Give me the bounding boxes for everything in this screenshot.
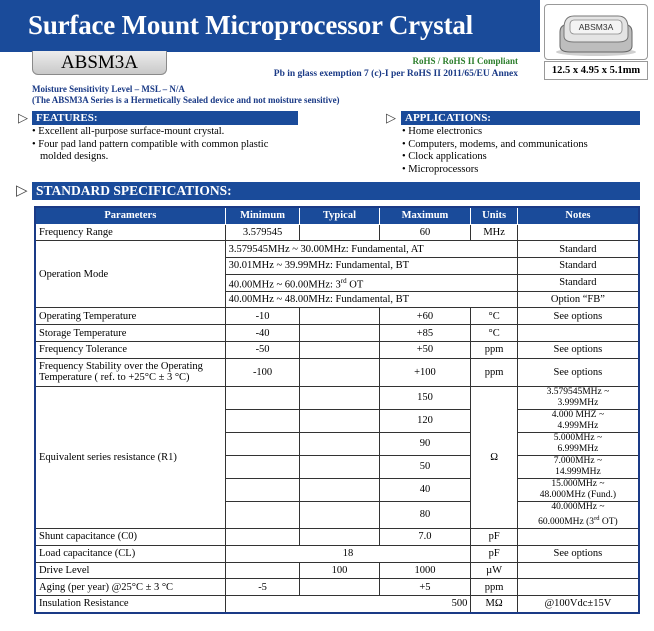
mode-cell: 3.579545MHz ~ 30.00MHz: Fundamental, AT [225,241,517,258]
mode-cell: 30.01MHz ~ 39.99MHz: Fundamental, BT [225,258,517,275]
min-cell [225,432,300,455]
superscript: rd [340,276,347,285]
notes-cell [517,432,639,455]
list-item: • Four pad land pattern compatible with common plastic molded designs. [32,138,269,162]
typ-cell: 100 [300,562,379,579]
min-cell: -10 [225,308,300,325]
units-cell: °C [471,325,517,342]
units-cell: Ω [471,386,517,528]
units-cell: °C [471,308,517,325]
max-cell: 80 [379,501,471,528]
mode-cell: 40.00MHz ~ 48.00MHz: Fundamental, BT [225,291,517,308]
notes-cell: Standard [517,258,639,275]
typ-cell [300,358,379,386]
max-cell: 1000 [379,562,471,579]
param-cell: Insulation Resistance [35,596,225,613]
note-text: OT) [599,517,618,528]
column-header: Parameters [35,207,225,224]
typ-cell [300,325,379,342]
applications-list [402,126,640,176]
column-header: Units [471,207,517,224]
typ-cell [300,409,379,432]
max-cell: 120 [379,409,471,432]
min-cell [225,455,300,478]
note-text: 60.000MHz (3 [538,517,595,528]
rohs-exemption: Pb in glass exemption 7 (c)-I per RoHS II 2011/65/EU Annex [273,69,518,79]
table-row [35,596,639,613]
dimensions-label: 12.5 x 4.95 x 5.1mm [544,61,648,80]
notes-cell: See options [517,308,639,325]
table-row [35,579,639,596]
notes-cell [517,478,639,501]
superscript: rd [594,514,600,522]
mode-cell [225,274,517,291]
units-cell: MHz [471,224,517,241]
min-cell [225,501,300,528]
applications-heading: APPLICATIONS: [401,111,640,125]
column-header: Typical [300,207,379,224]
param-cell: Storage Temperature [35,325,225,342]
max-cell: 7.0 [379,529,471,546]
typ-cell [300,432,379,455]
note-line: 6.999MHz [557,443,599,454]
features-list [32,126,282,164]
param-cell: Drive Level [35,562,225,579]
table-row [35,358,639,386]
typ-cell [300,342,379,359]
param-cell: Equivalent series resistance (R1) [35,386,225,528]
features-heading: FEATURES: [32,111,298,125]
table-row [35,224,639,241]
list-item: • Microprocessors [402,163,479,175]
min-cell [225,562,300,579]
mode-text: OT [346,279,364,291]
note-line: 14.999MHz [555,466,601,477]
min-cell: 3.579545 [225,224,300,241]
note-line: 5.000MHz ~ [553,432,603,443]
note-line: 7.000MHz ~ [553,455,603,466]
min-cell [225,478,300,501]
spec-table [34,206,640,614]
crystal-package-image [548,10,644,58]
units-cell: ppm [471,358,517,386]
table-row [35,342,639,359]
msl-line: (The ABSM3A Series is a Hermetically Sealed device and not moisture sensitive) [32,95,340,105]
min-cell: -100 [225,358,300,386]
min-cell: 500 [225,596,471,613]
typ-cell [300,529,379,546]
page-title: Surface Mount Microprocessor Crystal [28,10,473,40]
param-cell: Operation Mode [35,241,225,308]
table-row [35,386,639,409]
typ-cell [300,308,379,325]
max-cell: +50 [379,342,471,359]
units-cell: µW [471,562,517,579]
typ-cell [300,501,379,528]
list-item: • Computers, modems, and communications [402,138,588,150]
list-item: • Excellent all-purpose surface-mount crystal. [32,126,225,137]
specs-heading: STANDARD SPECIFICATIONS: [32,182,640,200]
max-cell: 90 [379,432,471,455]
notes-cell [517,562,639,579]
typ-cell [300,478,379,501]
param-cell: Aging (per year) @25°C ± 3 °C [35,579,225,596]
arrow-icon: ▷ [386,110,396,125]
max-cell: 60 [379,224,471,241]
max-cell: 50 [379,455,471,478]
model-label: ABSM3A [32,51,167,75]
units-cell: pF [471,545,517,562]
param-cell: Load capacitance (CL) [35,545,225,562]
note-line: 3.579545MHz ~ [546,386,610,397]
table-row [35,308,639,325]
list-item: • Clock applications [402,151,487,162]
notes-cell [517,501,639,528]
param-cell [35,358,225,386]
units-cell: MΩ [471,596,517,613]
max-cell: 150 [379,386,471,409]
max-cell: +100 [379,358,471,386]
rohs-compliance: RoHS / RoHS II Compliant [412,56,518,66]
units-cell: pF [471,529,517,546]
min-cell [225,386,300,409]
param-cell: Frequency Range [35,224,225,241]
param-line: Temperature ( ref. to +25°C ± 3 °C) [39,372,190,384]
table-row [35,241,639,258]
max-cell: +5 [379,579,471,596]
min-cell [225,409,300,432]
typ-cell [300,455,379,478]
notes-cell [517,325,639,342]
column-header: Notes [517,207,639,224]
msl-note [32,84,340,106]
arrow-icon: ▷ [16,183,28,199]
table-row [35,562,639,579]
param-cell: Operating Temperature [35,308,225,325]
table-row [35,545,639,562]
notes-cell: Option “FB” [517,291,639,308]
param-line: Frequency Stability over the Operating [39,361,203,373]
notes-cell: Standard [517,241,639,258]
min-cell: -5 [225,579,300,596]
product-label: ABSM3A [578,22,614,32]
max-cell: +60 [379,308,471,325]
typ-cell: 18 [225,545,471,562]
min-cell: -40 [225,325,300,342]
notes-cell: Standard [517,274,639,291]
column-header: Maximum [379,207,471,224]
typ-cell [300,579,379,596]
min-cell [225,529,300,546]
mode-text: 40.00MHz ~ 60.00MHz: 3 [228,279,341,291]
table-header-row [35,207,639,224]
note-line: 4.000 MHZ ~ [551,409,605,420]
note-line: 48.000MHz (Fund.) [539,489,617,500]
notes-cell [517,529,639,546]
notes-cell [517,224,639,241]
max-cell: +85 [379,325,471,342]
table-row [35,325,639,342]
table-row [35,529,639,546]
notes-cell [517,579,639,596]
note-line: 40.000MHz ~ [551,501,605,512]
notes-cell: See options [517,545,639,562]
notes-cell [517,455,639,478]
note-line: 3.999MHz [557,397,599,408]
msl-line: Moisture Sensitivity Level – MSL – N/A [32,84,185,94]
typ-cell [300,386,379,409]
arrow-icon: ▷ [18,110,28,125]
units-cell: ppm [471,342,517,359]
note-line: 4.999MHz [557,420,599,431]
notes-cell: See options [517,358,639,386]
note-line [521,513,635,528]
notes-cell [517,386,639,409]
notes-cell [517,409,639,432]
max-cell: 40 [379,478,471,501]
list-item: • Home electronics [402,126,483,137]
units-cell: ppm [471,579,517,596]
notes-cell: See options [517,342,639,359]
param-cell: Shunt capacitance (C0) [35,529,225,546]
column-header: Minimum [225,207,300,224]
notes-cell: @100Vdc±15V [517,596,639,613]
typ-cell [300,224,379,241]
note-line: 15.000MHz ~ [551,478,605,489]
min-cell: -50 [225,342,300,359]
param-cell: Frequency Tolerance [35,342,225,359]
